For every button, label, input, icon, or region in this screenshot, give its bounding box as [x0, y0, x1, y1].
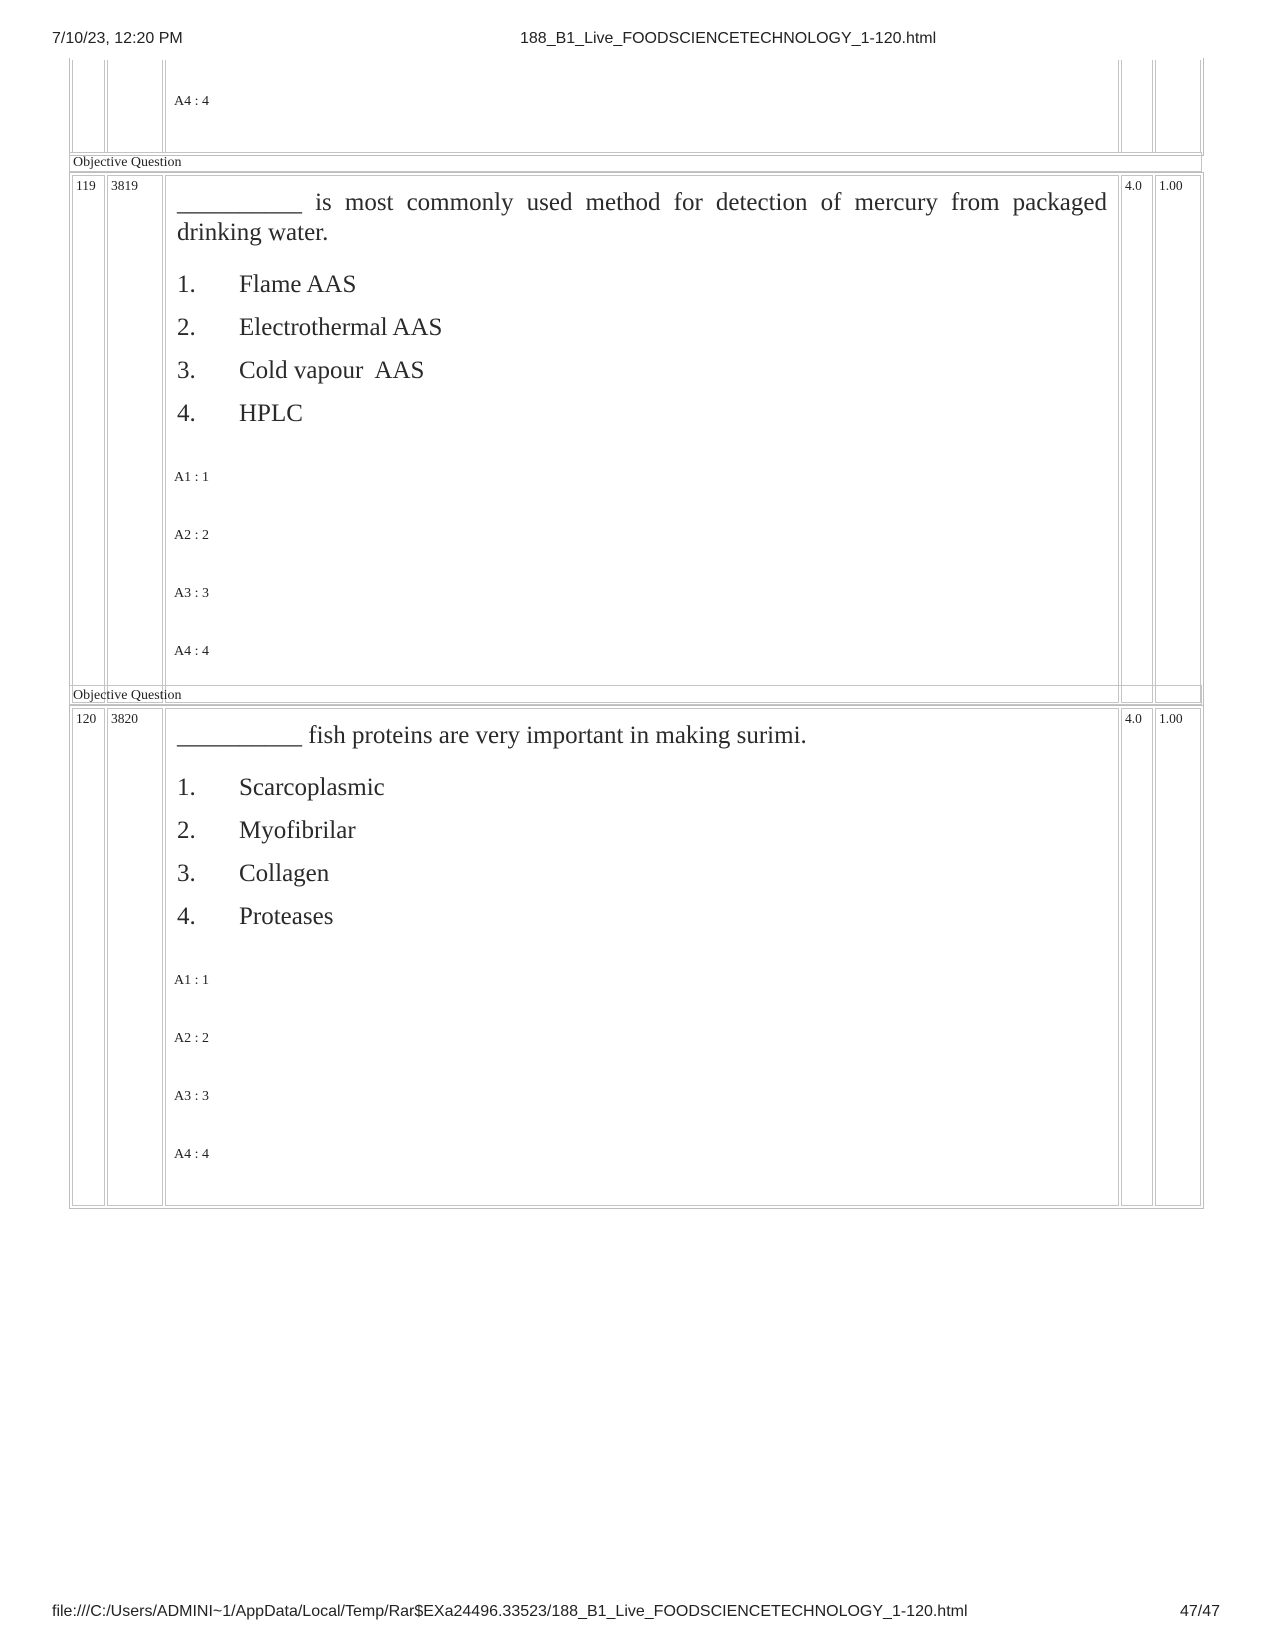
answer-key-label: A4 : 4: [174, 644, 209, 659]
question-type-label: Objective Question: [69, 152, 1202, 172]
answer-key-label: A3 : 3: [174, 586, 209, 601]
answer-key-label: A3 : 3: [174, 1089, 209, 1104]
option-item: 1. Scarcoplasmic: [177, 774, 385, 801]
option-item: 2. Electrothermal AAS: [177, 314, 443, 341]
question-text: __________ is most commonly used method for detection of mercury from packaged drinking water.: [177, 189, 1107, 246]
options-list: [177, 270, 1115, 442]
option-item: 2. Myofibrilar: [177, 817, 356, 844]
question-number: 120: [72, 708, 105, 1206]
question-number: 119: [72, 175, 105, 703]
option-item: 4. HPLC: [177, 400, 303, 427]
question-text: __________ fish proteins are very important in making surimi.: [177, 722, 807, 749]
option-item: 4. Proteases: [177, 903, 334, 930]
option-item: 3. Cold vapour AAS: [177, 357, 425, 384]
previous-question-continuation: [69, 58, 1204, 156]
question-block-119: [69, 172, 1204, 706]
question-block-120: [69, 705, 1204, 1209]
question-id: 3820: [107, 708, 163, 1206]
question-body: [165, 708, 1119, 1206]
question-id: 3819: [107, 175, 163, 703]
print-datetime: 7/10/23, 12:20 PM: [52, 30, 183, 47]
answer-key-label: A1 : 1: [174, 973, 209, 988]
question-type-label: Objective Question: [69, 685, 1202, 705]
options-list: [177, 773, 1115, 945]
option-item: 1. Flame AAS: [177, 271, 357, 298]
question-body: [165, 175, 1119, 703]
answer-key-label: A2 : 2: [174, 1031, 209, 1046]
marks-value: 4.0: [1121, 708, 1153, 1206]
answer-key-label: A4 : 4: [174, 1147, 209, 1162]
negative-marks-value: 1.00: [1155, 175, 1201, 703]
option-item: 3. Collagen: [177, 860, 330, 887]
file-path-footer: file:///C:/Users/ADMINI~1/AppData/Local/Temp/Rar$EXa24496.33523/188_B1_Live_FOODSCIENCETECHNOLOGY_1-120.html: [52, 1603, 968, 1620]
negative-marks-value: 1.00: [1155, 708, 1201, 1206]
answer-key-label: A2 : 2: [174, 528, 209, 543]
answer-key-label: A4 : 4: [174, 94, 209, 109]
document-title: 188_B1_Live_FOODSCIENCETECHNOLOGY_1-120.html: [520, 30, 937, 47]
page-number: 47/47: [1180, 1603, 1221, 1620]
marks-value: 4.0: [1121, 175, 1153, 703]
answer-key-label: A1 : 1: [174, 470, 209, 485]
